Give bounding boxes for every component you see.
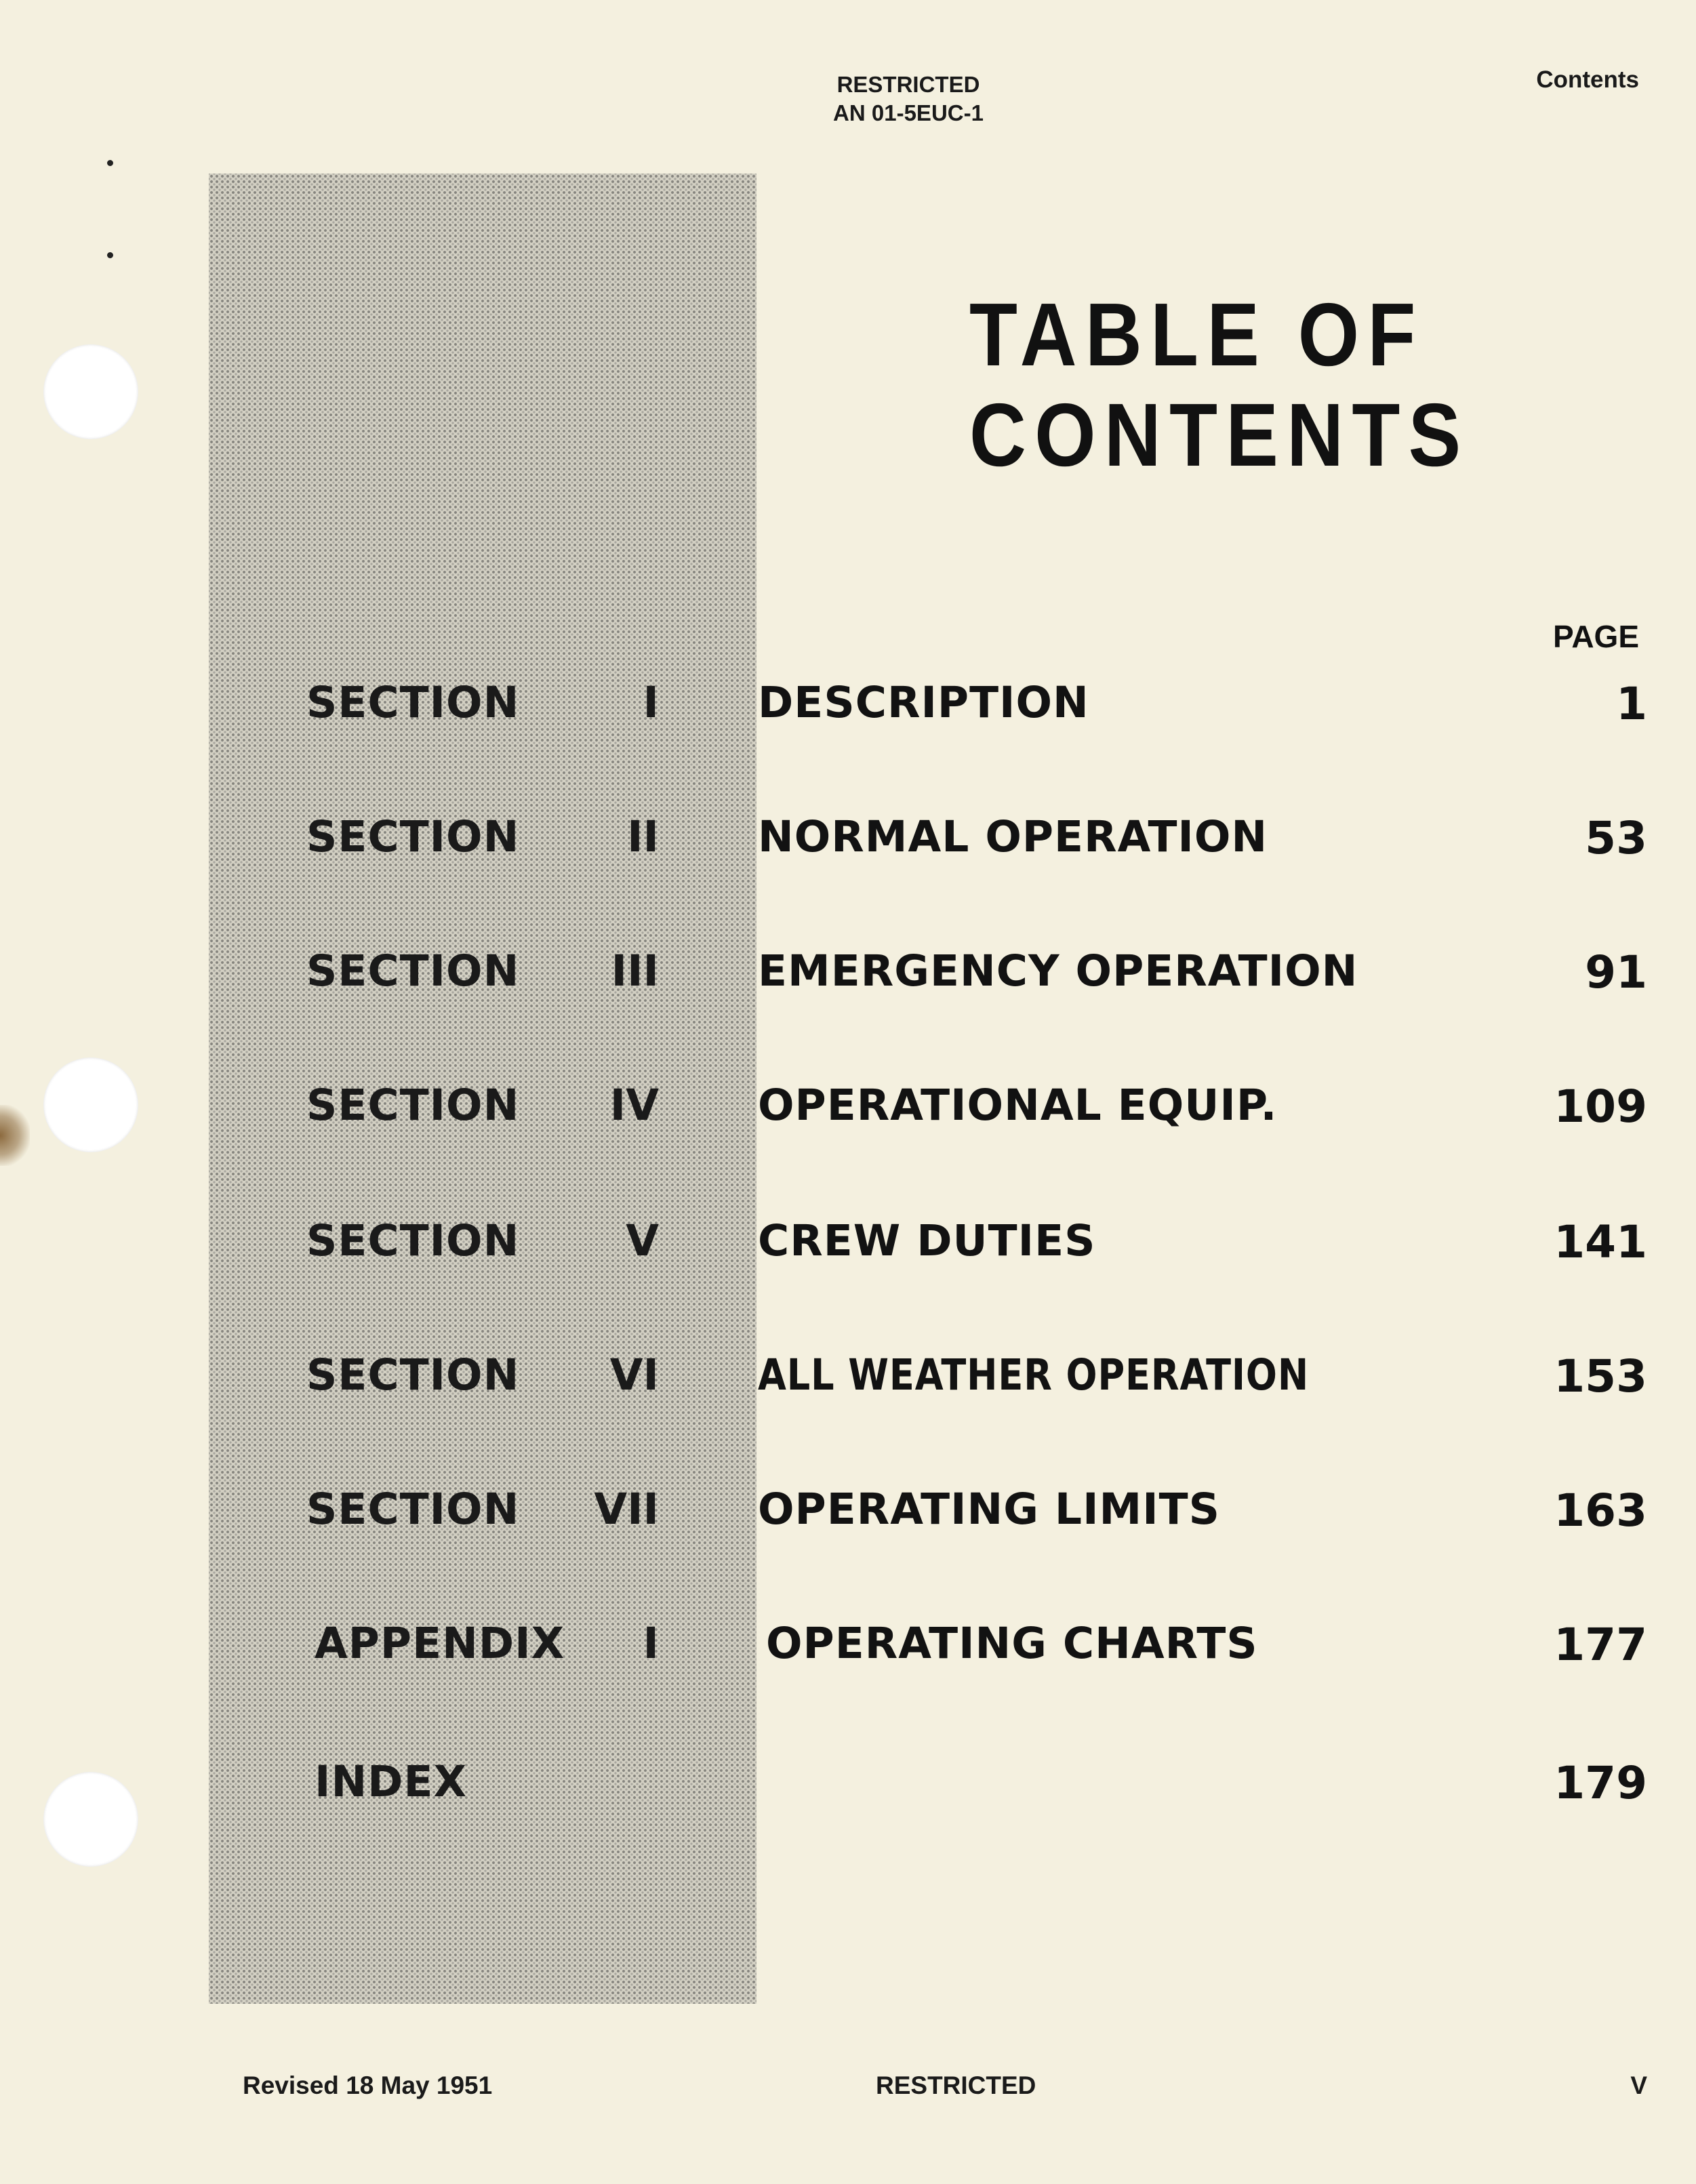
toc-section-number: II [627,812,659,862]
toc-section-title: OPERATING CHARTS [766,1619,1258,1668]
header-document-number: AN 01-5EUC-1 [833,100,984,125]
page-column-label: PAGE [1553,619,1639,654]
toc-section-label: SECTION [306,812,520,862]
toc-section-number: VII [594,1484,659,1534]
toc-section-number: III [611,946,659,996]
footer-classification: RESTRICTED [876,2071,1036,2099]
toc-section-label: APPENDIX [315,1619,565,1668]
toc-page-number: 177 [1554,1619,1647,1671]
toc-section-title: NORMAL OPERATION [758,812,1268,862]
toc-section-title: OPERATIONAL EQUIP. [758,1080,1278,1130]
toc-section-title: CREW DUTIES [758,1216,1096,1266]
toc-row [0,1619,1696,1693]
toc-page-number: 109 [1554,1080,1647,1133]
toc-section-number: IV [609,1080,659,1130]
toc-section-number: V [626,1216,659,1266]
toc-section-title: EMERGENCY OPERATION [758,946,1358,996]
punch-hole [43,344,138,439]
toc-row [0,678,1696,752]
toc-page-number: 141 [1554,1216,1647,1268]
toc-section-label: SECTION [306,946,520,996]
toc-row [0,1216,1696,1291]
toc-section-label: SECTION [306,678,520,727]
header-center [746,70,1071,127]
toc-section-number: VI [609,1350,659,1400]
toc-section-number: I [643,1619,659,1668]
toc-row [0,812,1696,887]
toc-row [0,1080,1696,1155]
page-title [969,285,1470,485]
header-classification: RESTRICTED [836,72,980,97]
toc-page-number: 163 [1554,1484,1647,1537]
toc-page-number: 153 [1554,1350,1647,1402]
footer-page-number: V [1630,2071,1647,2099]
toc-section-label: INDEX [315,1757,468,1806]
toc-row [0,1350,1696,1425]
toc-section-title: DESCRIPTION [758,678,1089,727]
speck-mark [107,252,113,258]
toc-page-number: 91 [1585,946,1647,998]
toc-section-title: OPERATING LIMITS [758,1484,1220,1534]
footer-revision: Revised 18 May 1951 [243,2071,493,2099]
title-line-1: TABLE OF [969,285,1424,384]
toc-page-number: 53 [1585,812,1647,864]
toc-section-label: SECTION [306,1080,520,1130]
toc-section-label: SECTION [306,1350,520,1400]
toc-page-number: 1 [1616,678,1647,730]
toc-section-label: SECTION [306,1216,520,1266]
title-line-2: CONTENTS [969,385,1470,485]
toc-page-number: 179 [1554,1757,1647,1809]
toc-section-number: I [643,678,659,727]
toc-row [0,1757,1696,1832]
toc-section-label: SECTION [306,1484,520,1534]
toc-section-title: ALL WEATHER OPERATION [758,1350,1310,1400]
speck-mark [107,160,113,166]
toc-row [0,1484,1696,1559]
header-section-tag: Contents [1536,66,1639,93]
toc-row [0,946,1696,1021]
